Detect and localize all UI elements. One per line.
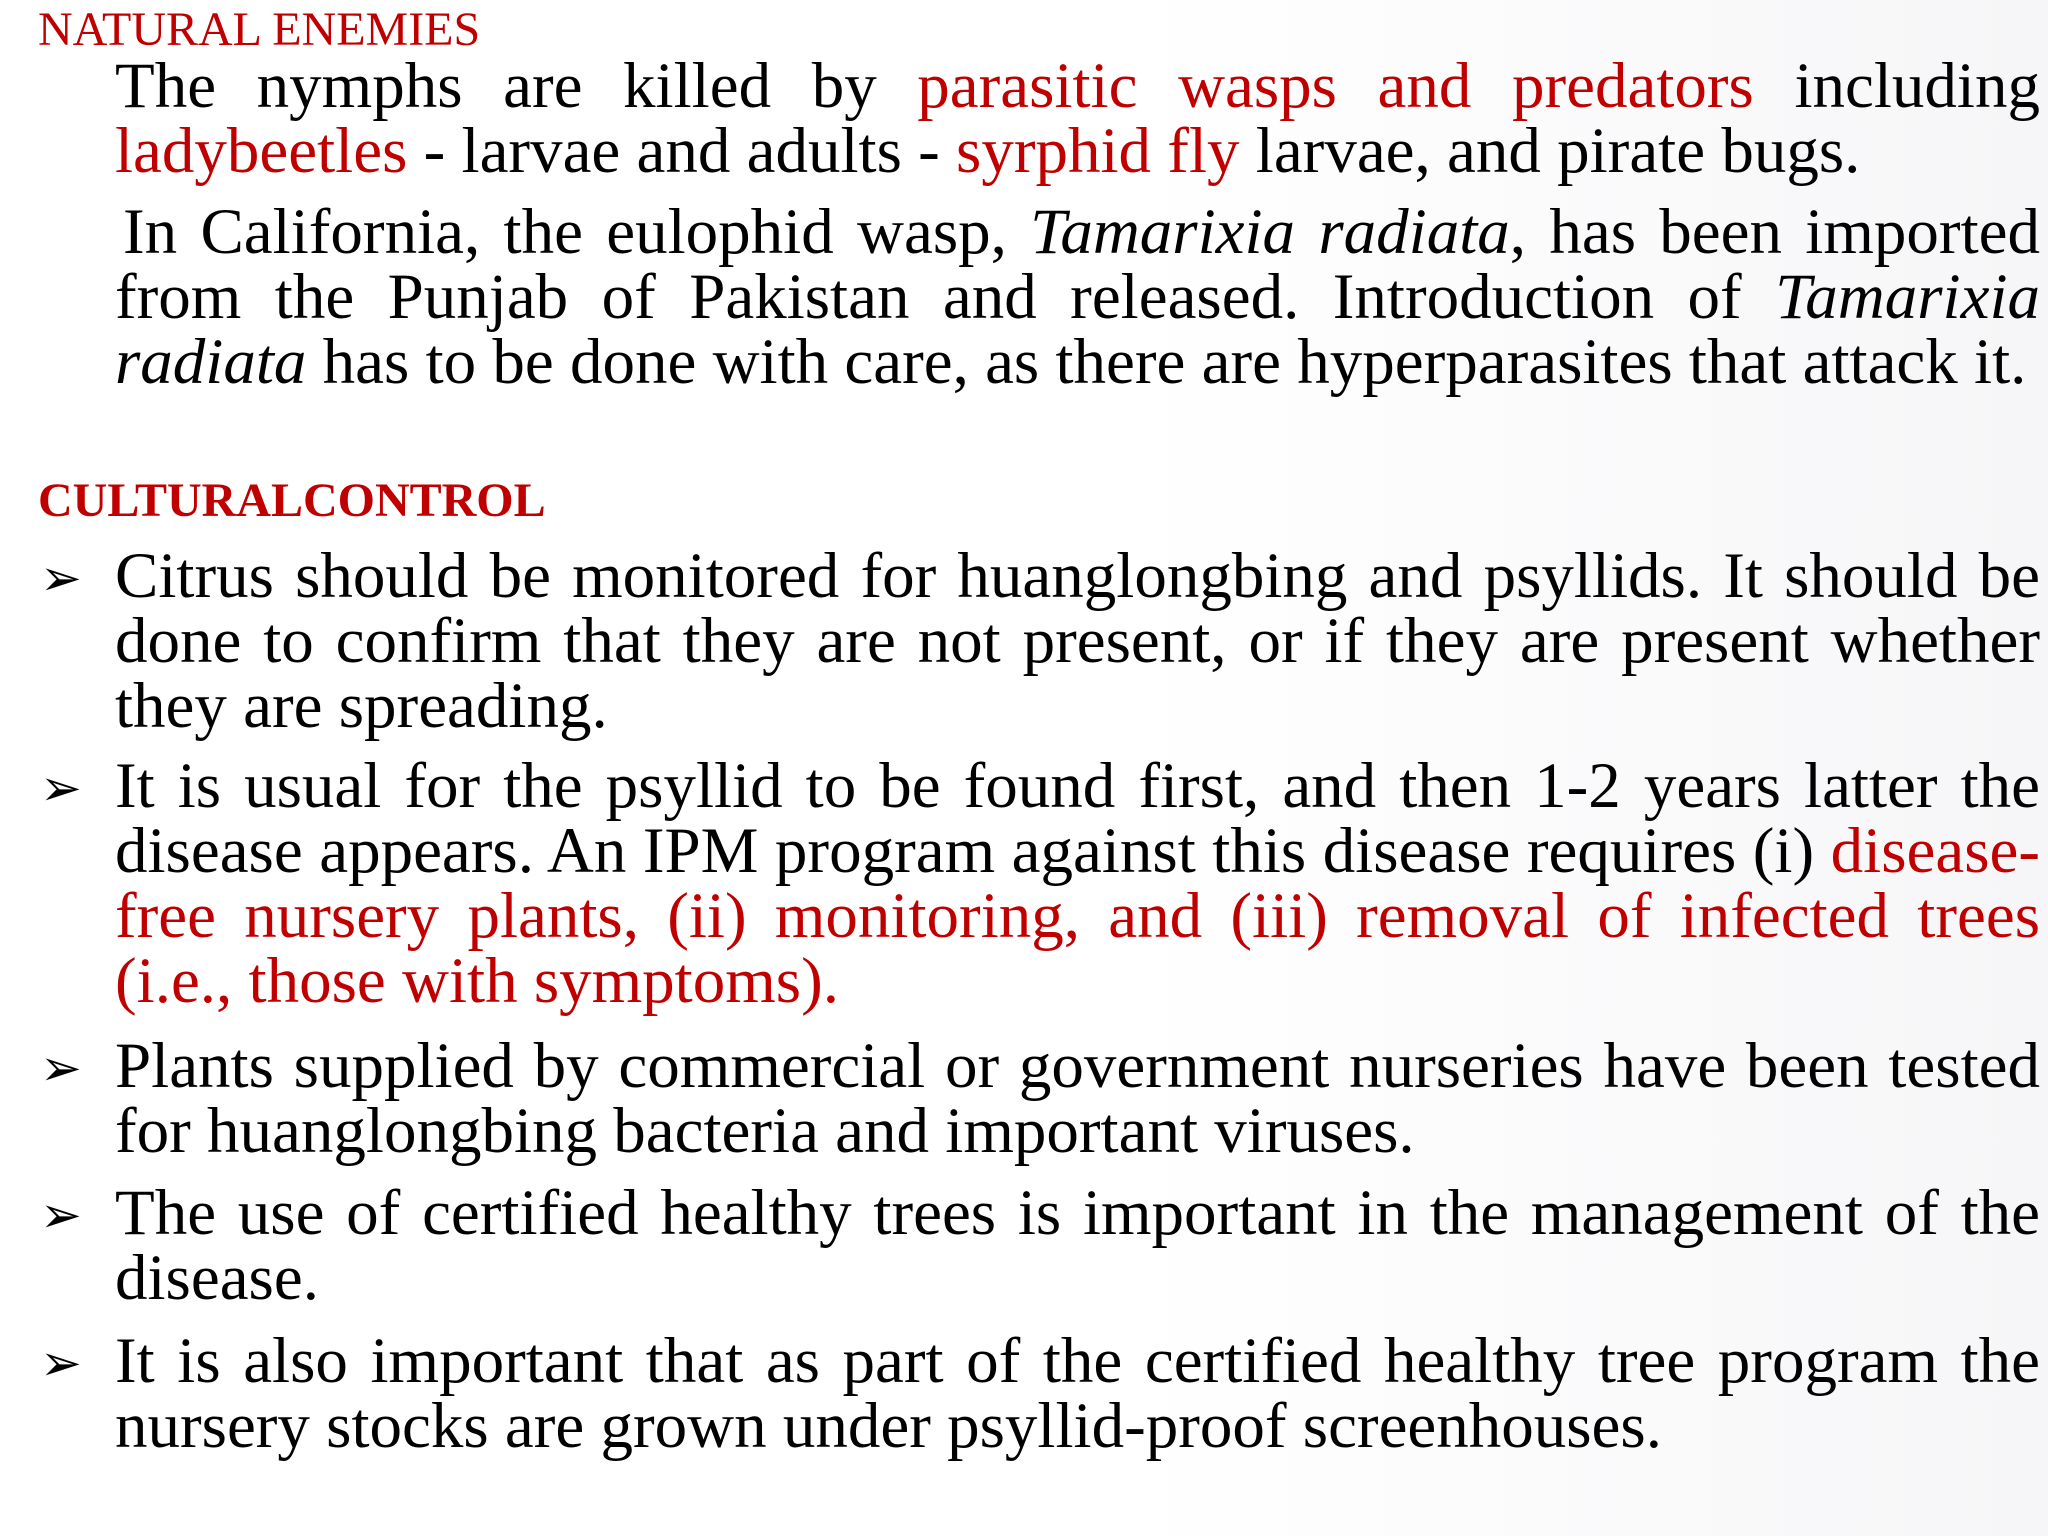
text-span: has to be done with care, as there are hyperparasites that attack it. — [306, 326, 2027, 398]
text-span: larvae, and pirate bugs. — [1239, 115, 1861, 187]
text-span: The nymphs are killed by — [115, 50, 918, 122]
text-span: It is usual for the psyllid to be found first, and then 1-2 years latter the disease appears. An IPM program against this disease requires (i) — [115, 750, 2040, 887]
highlight-syrphid-fly: syrphid fly — [956, 115, 1240, 187]
text-span: including — [1753, 50, 2040, 122]
bullet-text — [115, 1325, 2040, 1462]
arrow-bullet-icon: ➢ — [40, 1334, 82, 1392]
species-name: Tamarixia radiata — [115, 261, 2040, 398]
bullet-text — [115, 1177, 2040, 1314]
arrow-bullet-icon: ➢ — [40, 549, 82, 607]
text-span: The use of certified healthy trees is important in the management of the disease. — [115, 1177, 2040, 1314]
arrow-bullet-icon: ➢ — [40, 759, 82, 817]
text-span: In California, the eulophid wasp, — [123, 196, 1031, 268]
bullet-text — [115, 540, 2040, 742]
natural-enemies-paragraph-2 — [115, 196, 2040, 398]
highlight-parasitic-wasps: parasitic wasps and predators — [917, 50, 1754, 122]
text-span: , has been imported from the Punjab of Pakistan and released. Introduction of — [115, 196, 2040, 333]
arrow-bullet-icon: ➢ — [40, 1186, 82, 1244]
natural-enemies-paragraph-1 — [115, 50, 2040, 187]
highlight-ladybeetles: ladybeetles — [115, 115, 408, 187]
highlight-ipm-requirements: disease-free nursery plants, (ii) monitoring, and (iii) removal of infected trees (i.e., those with symptoms). — [115, 815, 2040, 1017]
text-span: Citrus should be monitored for huanglongbing and psyllids. It should be done to confirm that they are not present, or if they are present whether they are spreading. — [115, 540, 2040, 742]
bullet-text — [115, 1030, 2040, 1167]
natural-enemies-heading: NATURAL ENEMIES — [38, 3, 481, 56]
arrow-bullet-icon: ➢ — [40, 1039, 82, 1097]
text-span: - larvae and adults - — [407, 115, 957, 187]
species-name: Tamarixia radiata — [1030, 196, 1510, 268]
bullet-text — [115, 750, 2040, 1017]
cultural-control-heading: CULTURALCONTROL — [38, 474, 546, 527]
text-span: Plants supplied by commercial or government nurseries have been tested for huanglongbing bacteria and important viruses. — [115, 1030, 2040, 1167]
text-span: It is also important that as part of the certified healthy tree program the nursery stocks are grown under psyllid-proof screenhouses. — [115, 1325, 2040, 1462]
